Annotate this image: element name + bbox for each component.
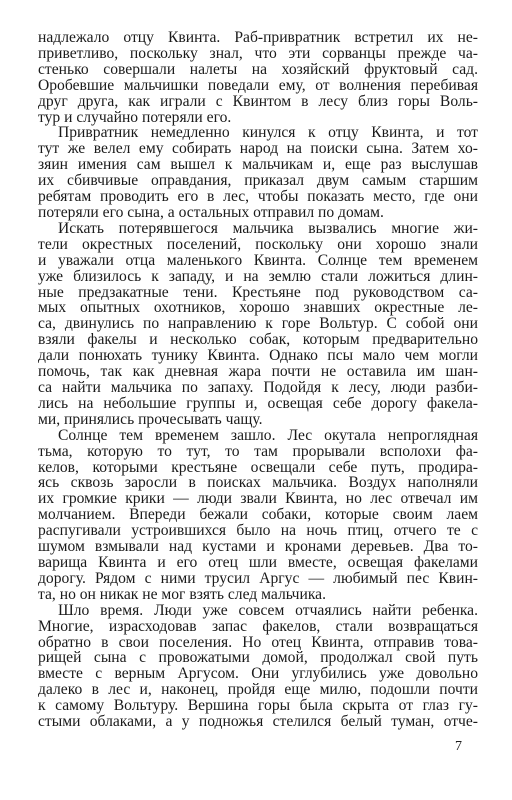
text-line: ные предзакатные тени. Крестьяне под руководством са-: [38, 283, 478, 301]
text-line: дорогу. Рядом с ними трусил Аргус — любимый пес Квин-: [38, 569, 478, 587]
text-line: шумом взмывали над кустами и кронами деревьев. Два то-: [38, 538, 478, 556]
text-line: молчанием. Впереди бежали собаки, которые своим лаем: [38, 506, 478, 524]
text-line: вместе с верным Аргусом. Они углубились уже довольно: [38, 665, 478, 683]
text-line: их сбивчивые оправдания, приказал двум самым старшим: [38, 172, 478, 190]
text-line: помочь, так как дневная жара почти не оставила им шан-: [38, 363, 478, 381]
text-line: Оробевшие мальчишки поведали ему, от волнения перебивая: [38, 76, 478, 94]
text-line: зяин имения сам вышел к мальчикам и, еще раз выслушав: [38, 156, 478, 174]
text-line: мых опытных охотников, хорошо знавших окрестные ле-: [38, 299, 478, 317]
text-line: ми, принялись прочесывать чащу.: [38, 410, 263, 428]
text-line: тьма, которую то тут, то там прорывали всполохи фа-: [38, 442, 478, 460]
text-line: и уважали отца маленького Квинта. Солнце тем временем: [38, 251, 478, 269]
text-line: приветливо, поскольку знал, что эти сорванцы прежде ча-: [38, 44, 478, 62]
book-page: [38, 30, 478, 770]
text-line: ясь сквозь заросли в поисках мальчика. Воздух наполняли: [38, 474, 478, 492]
text-line: потеряли его сына, а остальных отправил по домам.: [38, 204, 384, 221]
text-line: келов, которыми крестьяне освещали себе путь, продира-: [38, 458, 478, 476]
text-line: обратно в свои поселения. Но отец Квинта, отправив това-: [38, 633, 478, 651]
text-line: стыми облаками, а у подножья стелился белый туман, отче-: [38, 713, 478, 731]
paragraph-start-line: Привратник немедленно кинулся к отцу Квинта, и тот: [58, 124, 478, 142]
text-line: са найти мальчика по запаху. Подойдя к лесу, люди разби-: [38, 379, 478, 396]
text-line: распугивали устроившихся было на ночь птиц, отчего те с: [38, 522, 478, 540]
text-line: к самому Вольтуру. Вершина горы была скрыта от глаз гу-: [38, 697, 478, 715]
page-number: 7: [455, 739, 462, 754]
text-line: тур и случайно потеряли его.: [38, 108, 232, 126]
text-line: тели окрестных поселений, поскольку они хорошо знали: [38, 235, 478, 253]
paragraph-start-line: Искать потерявшегося мальчика вызвались многие жи-: [58, 219, 478, 237]
text-line: стенько совершали налеты на хозяйский фруктовый сад.: [38, 60, 478, 78]
text-line: взяли факелы и несколько собак, которым предварительно: [38, 331, 478, 349]
text-line: ребятам проводить его в лес, чтобы показать место, где они: [38, 188, 478, 206]
text-line: варища Квинта и его отец шли вместе, освещая факелами: [38, 554, 478, 571]
text-line: надлежало отцу Квинта. Раб-привратник встретил их не-: [38, 29, 478, 46]
text-line: друг друга, как играли с Квинтом в лесу близ горы Воль-: [38, 92, 478, 110]
text-line: рищей сына с провожатыми домой, продолжал свой путь: [38, 649, 478, 667]
paragraph-start-line: Шло время. Люди уже совсем отчаялись найти ребенка.: [58, 601, 478, 619]
text-line: лись на небольшие группы и, освещая себе дорогу факела-: [38, 394, 478, 412]
text-line: тут же велел ему собирать народ на поиски сына. Затем хо-: [38, 140, 478, 158]
text-line: са, двинулись по направлению к горе Вольтур. С собой они: [38, 315, 478, 333]
text-line: та, но он никак не мог взять след мальчика.: [38, 585, 326, 603]
paragraph-start-line: Солнце тем временем зашло. Лес окутала непроглядная: [58, 426, 478, 444]
text-line: Многие, израсходовав запас факелов, стали возвращаться: [38, 617, 478, 635]
text-line: далеко в лес и, наконец, пройдя еще милю, подошли почти: [38, 681, 478, 699]
text-line: дали понюхать тунику Квинта. Однако псы мало чем могли: [38, 347, 478, 365]
text-line: их громкие крики — люди звали Квинта, но лес отвечал им: [38, 490, 478, 508]
text-line: уже близилось к западу, и на землю стали ложиться длин-: [38, 267, 478, 285]
